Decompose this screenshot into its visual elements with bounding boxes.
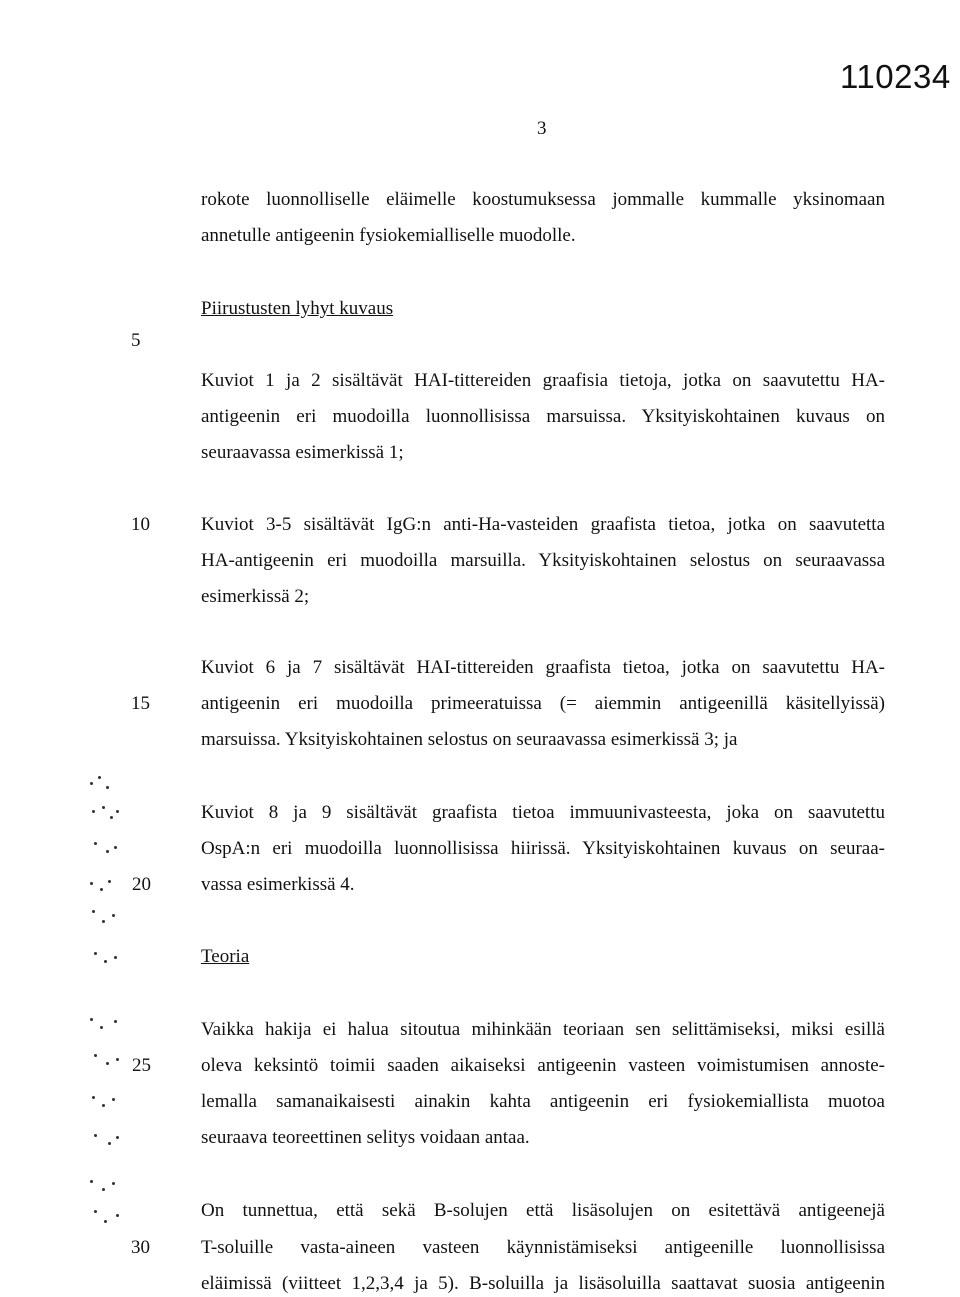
text-line: Kuviot 3-5 sisältävät IgG:n anti-Ha-vasteiden graafista tietoa, jotka on saavutetta <box>201 514 885 535</box>
text-line: vassa esimerkissä 4. <box>201 874 355 895</box>
text-line: eläimissä (viitteet 1,2,3,4 ja 5). B-soluilla ja lisäsoluilla saattavat suosia antigeenin <box>201 1273 885 1294</box>
text-line: Kuviot 1 ja 2 sisältävät HAI-tittereiden graafisia tietoja, jotka on saavutettu HA- <box>201 370 885 391</box>
line-number: 15 <box>131 693 150 714</box>
line-number: 25 <box>132 1055 151 1076</box>
text-line: HA-antigeenin eri muodoilla marsuilla. Yksityiskohtainen selostus on seuraavassa <box>201 550 885 571</box>
margin-scan-marks <box>80 770 160 1290</box>
text-line: antigeenin eri muodoilla luonnollisissa marsuissa. Yksityiskohtainen kuvaus on <box>201 406 885 427</box>
text-line: On tunnettua, että sekä B-solujen että lisäsolujen on esitettävä antigeenejä <box>201 1200 885 1221</box>
doc-number: 110234 <box>840 58 951 95</box>
line-number: 10 <box>131 514 150 535</box>
text-line: seuraavassa esimerkissä 1; <box>201 442 404 463</box>
text-line: rokote luonnolliselle eläimelle koostumuksessa jommalle kummalle yksinomaan <box>201 189 885 210</box>
section-heading: Teoria <box>201 946 250 967</box>
text-line: oleva keksintö toimii saaden aikaiseksi antigeenin vasteen voimistumisen annoste- <box>201 1055 885 1076</box>
line-number: 30 <box>131 1237 150 1258</box>
text-line: marsuissa. Yksityiskohtainen selostus on seuraavassa esimerkissä 3; ja <box>201 729 738 750</box>
line-number: 20 <box>132 874 151 895</box>
text-line: annetulle antigeenin fysiokemialliselle muodolle. <box>201 225 576 246</box>
text-line: lemalla samanaikaisesti ainakin kahta antigeenin eri fysiokemiallista muotoa <box>201 1091 885 1112</box>
text-line: esimerkissä 2; <box>201 586 310 607</box>
text-line: Vaikka hakija ei halua sitoutua mihinkään teoriaan sen selittämiseksi, miksi esillä <box>201 1019 885 1040</box>
text-line: OspA:n eri muodoilla luonnollisissa hiirissä. Yksityiskohtainen kuvaus on seuraa- <box>201 838 885 859</box>
text-line: Kuviot 8 ja 9 sisältävät graafista tietoa immuunivasteesta, joka on saavutettu <box>201 802 885 823</box>
section-heading: Piirustusten lyhyt kuvaus <box>201 298 394 319</box>
line-number: 5 <box>131 330 141 351</box>
text-line: Kuviot 6 ja 7 sisältävät HAI-tittereiden graafista tietoa, jotka on saavutettu HA- <box>201 657 885 678</box>
text-line: antigeenin eri muodoilla primeeratuissa (= aiemmin antigeenillä käsitellyissä) <box>201 693 885 714</box>
page-number: 3 <box>537 118 547 139</box>
text-line: seuraava teoreettinen selitys voidaan antaa. <box>201 1127 530 1148</box>
text-line: T-soluille vasta-aineen vasteen käynnistämiseksi antigeenille luonnollisissa <box>201 1237 885 1258</box>
